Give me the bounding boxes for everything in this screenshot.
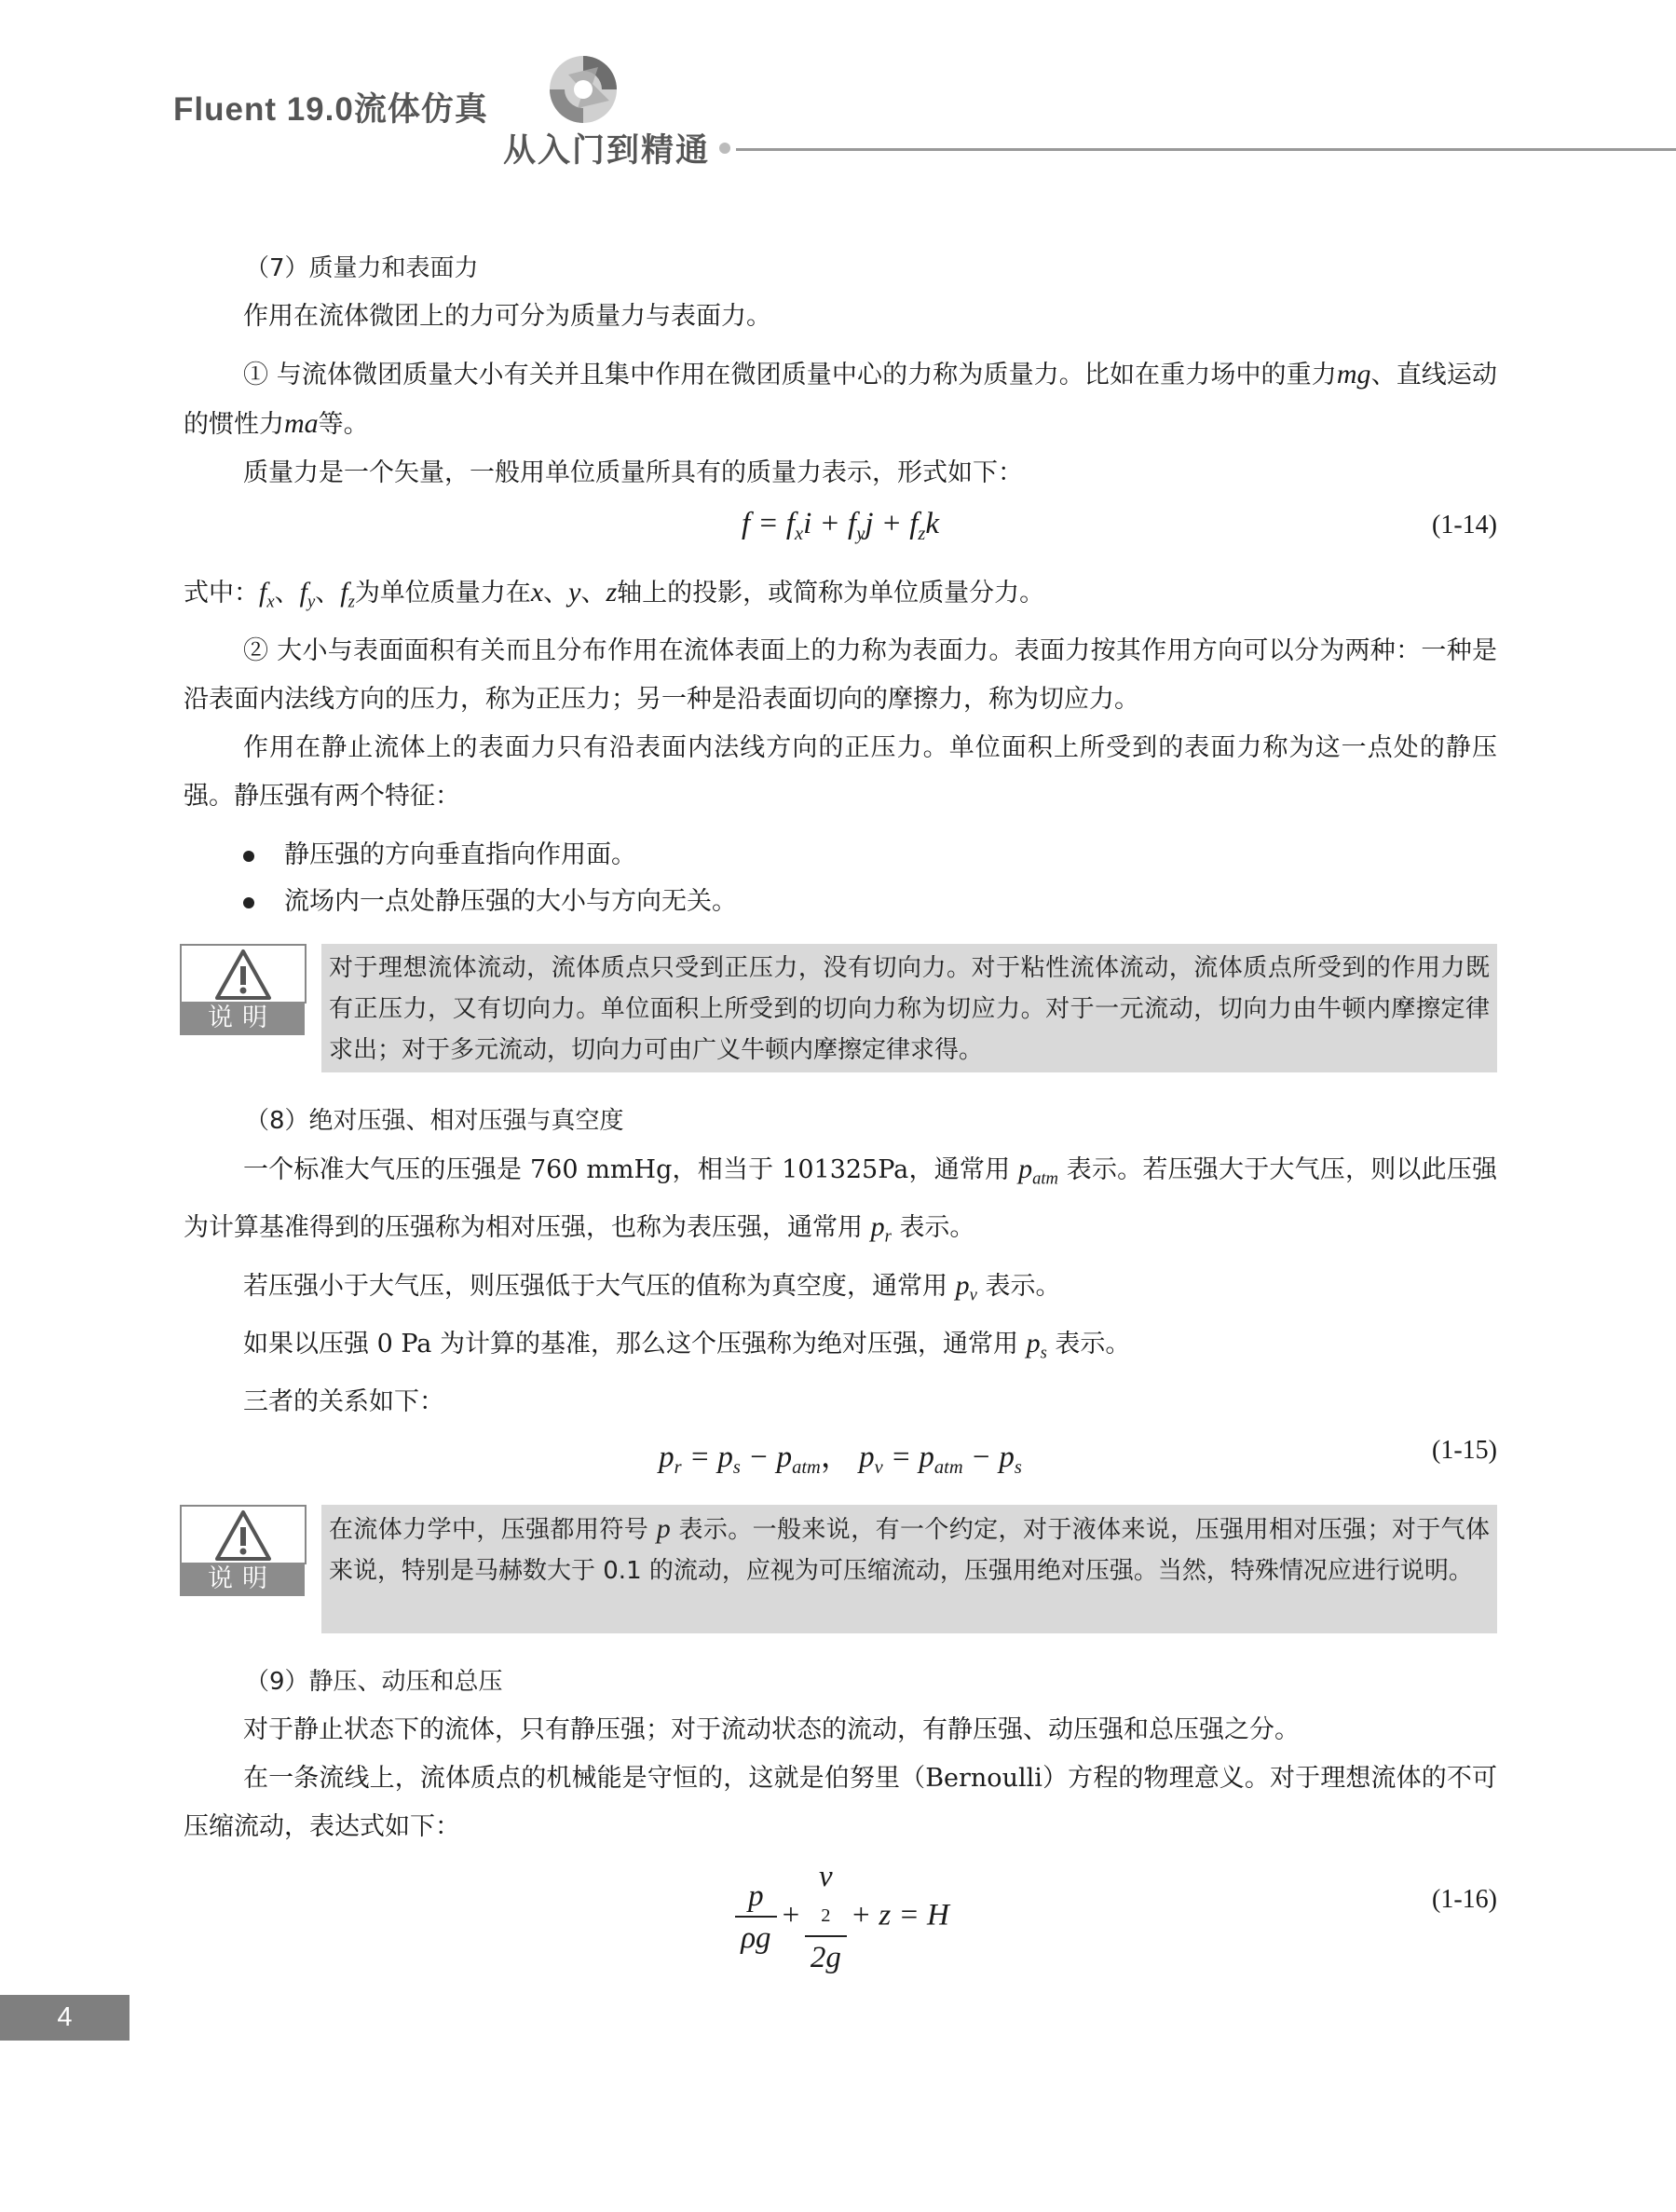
header-rule: [736, 148, 1676, 151]
warning-frame: [180, 944, 307, 1004]
warning-triangle-icon: [182, 1507, 305, 1564]
feature-bullet-1: 静压强的方向垂直指向作用面。: [184, 832, 1497, 879]
section-8-heading: （8）绝对压强、相对压强与真空度: [245, 1106, 624, 1135]
mass-force-text-2: 、直线运动的惯性力: [184, 361, 1497, 439]
equation-1-16-number: (1-16): [1432, 1884, 1497, 1914]
absolute-text-b: 表示。: [1055, 1330, 1131, 1359]
absolute-pressure-text: 如果以压强 0 Pa 为计算的基准，那么这个压强称为绝对压强，通常用 $p_s$ 表示。: [243, 1328, 1131, 1363]
equation-1-14-number: (1-14): [1432, 511, 1497, 539]
equation-1-16: [184, 1857, 1497, 1974]
bullet-icon: [243, 851, 254, 862]
fraction-p-rho-g: $\frac{p}{\rho g}$: [735, 1877, 776, 1959]
note-1-body: [321, 944, 1497, 1072]
section-9-heading: （9）静压、动压和总压: [245, 1667, 503, 1696]
bernoulli-text: 在一条流线上，流体质点的机械能是守恒的，这就是伯努里（Bernoulli）方程的物理意义。对于理想流体的不可压缩流动，表达式如下：: [184, 1763, 1497, 1841]
separator: 、: [580, 579, 606, 608]
note-icon: [180, 944, 305, 1037]
header-rule-dot: [719, 143, 730, 154]
vector-description: 质量力是一个矢量，一般用单位质量所具有的质量力表示，形式如下：: [243, 458, 1023, 487]
pressure-types-text: 对于静止状态下的流体，只有静压强；对于流动状态的流动，有静压强、动压强和总压强之分。: [243, 1714, 1300, 1744]
where-prefix: 式中：: [184, 579, 259, 608]
surface-force-definition: ② 大小与表面面积有关而且分布作用在流体表面上的力称为表面力。表面力按其作用方向可以分为两种：一种是沿表面内法线方向的压力，称为正压力；另一种是沿表面切向的摩擦力，称为切应力。: [184, 635, 1497, 714]
note-icon: [180, 1505, 305, 1598]
atm-text-c: 表示。: [899, 1213, 975, 1242]
vacuum-text-b: 表示。: [985, 1271, 1061, 1301]
atmospheric-pressure-text: 一个标准大气压的压强是 760 mmHg，相当于 101325Pa，通常用 $p_{atm}$ 表示。若压强大于大气压，则以此压强为计算基准得到的压强称为相对压强，也称为表压强，通常用 $p_r$ 表示。: [184, 1153, 1498, 1247]
separator: 、: [543, 579, 569, 608]
note-label: 说明: [180, 1002, 305, 1035]
equation-1-15-body: $p_r = p_s - p_{atm}$， $p_v = p_{atm} - p_s$: [659, 1440, 1022, 1478]
equation-1-14-body: $f = f_xi + f_yj + f_zk$: [741, 507, 940, 545]
note-2-text: 在流体力学中，压强都用符号 p 表示。一般来说，有一个约定，对于液体来说，压强用相对压强；对于气体来说，特别是马赫数大于 0.1 的流动，应视为可压缩流动，压强用绝对压强。当然，特殊情况应进行说明。: [329, 1512, 1491, 1585]
static-pressure-text: 作用在静止流体上的表面力只有沿表面内法线方向的正压力。单位面积上所受到的表面力称为这一点处的静压强。静压强有两个特征：: [184, 732, 1497, 811]
note-2-body: [321, 1505, 1497, 1633]
note-box-1: [184, 944, 1497, 1072]
note-label: 说明: [180, 1563, 305, 1596]
mass-force-definition: [184, 350, 1497, 449]
p-symbol: p: [656, 1512, 671, 1544]
where-clause: 式中：$f_x$、$f_y$、$f_z$为单位质量力在x、y、z轴上的投影，或简称为单位质量分力。: [184, 577, 1045, 612]
absolute-text-a: 如果以压强 0 Pa 为计算的基准，那么这个压强称为绝对压强，通常用: [243, 1330, 1018, 1359]
atm-text-a: 一个标准大气压的压强是 760 mmHg，相当于 101325Pa，通常用: [243, 1154, 1011, 1184]
y-axis-symbol: y: [568, 577, 581, 608]
separator: 、: [315, 579, 341, 608]
page-number: 4: [0, 1995, 129, 2041]
vacuum-text-a: 若压强小于大气压，则压强低于大气压的值称为真空度，通常用: [243, 1271, 947, 1301]
equation-1-16-body: $\frac{p}{\rho g}$ + v 2 2g + z = H: [184, 1857, 1497, 1978]
warning-triangle-icon: [182, 946, 305, 1004]
book-series-logo-icon: [540, 47, 626, 132]
book-subtitle: 从入门到精通: [503, 132, 711, 169]
section-7-heading: （7）质量力和表面力: [245, 254, 479, 282]
where-suffix: 轴上的投影，或简称为单位质量分力。: [617, 579, 1045, 608]
mg-symbol: mg: [1336, 359, 1371, 389]
feature-bullet-2: 流场内一点处静压强的大小与方向无关。: [184, 879, 1497, 925]
section-7-intro: 作用在流体微团上的力可分为质量力与表面力。: [243, 302, 771, 331]
equation-1-15-number: (1-15): [1432, 1435, 1497, 1465]
mass-force-text-3: 等。: [318, 410, 369, 439]
z-axis-symbol: z: [606, 577, 618, 608]
equation-1-14: [184, 503, 1497, 563]
mass-force-text: ① 与流体微团质量大小有关并且集中作用在微团质量中心的力称为质量力。比如在重力场中的重力: [243, 361, 1337, 389]
separator: 、: [274, 579, 300, 608]
equation-1-15: [184, 1428, 1497, 1488]
static-pressure-features: [184, 832, 1497, 925]
ma-symbol: ma: [284, 408, 319, 439]
book-title: Fluent 19.0流体仿真: [173, 91, 488, 128]
atm-text-b: 表示。若压强大于大气压，则以此压强为计算基准得到的压强称为相对压强，也称为表压强，通常用: [184, 1154, 1498, 1242]
bullet-icon: [243, 897, 254, 908]
page-content: [184, 244, 1498, 1974]
note-box-2: [184, 1505, 1497, 1633]
note-1-text: 对于理想流体流动，流体质点只受到正压力，没有切向力。对于粘性流体流动，流体质点所受到的作用力既有正压力，又有切向力。单位面积上所受到的切向力称为切应力。对于一元流动，切向力由牛顿内摩擦定律求出；对于多元流动，切向力可由广义牛顿内摩擦定律求得。: [329, 953, 1490, 1064]
vacuum-text: 若压强小于大气压，则压强低于大气压的值称为真空度，通常用 $p_v$ 表示。: [243, 1269, 1061, 1304]
warning-frame: [180, 1505, 307, 1564]
fraction-v2-2g: v 2 2g: [805, 1857, 847, 1978]
where-mid: 为单位质量力在: [354, 579, 531, 608]
x-axis-symbol: x: [530, 577, 544, 608]
relationship-intro: 三者的关系如下：: [243, 1386, 444, 1416]
